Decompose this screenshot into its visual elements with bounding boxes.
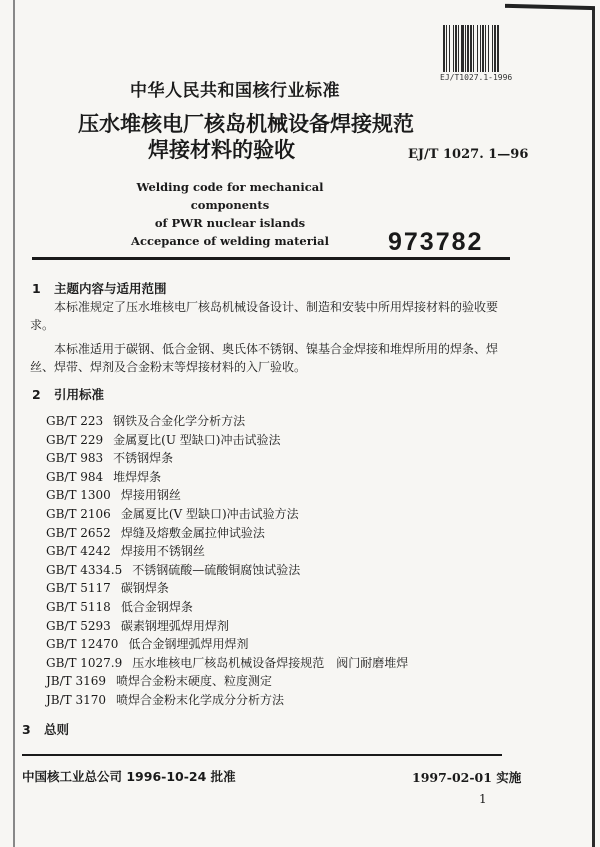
footer-divider: [22, 754, 502, 756]
reference-item: [46, 635, 408, 654]
reference-code: JB/T 3170: [46, 692, 107, 707]
reference-code: GB/T 4334.5: [46, 562, 123, 577]
reference-code: GB/T 1027.9: [46, 655, 123, 670]
reference-title: 低合金钢焊条: [120, 599, 193, 614]
reference-item: [46, 691, 408, 710]
reference-item: [46, 449, 408, 468]
reference-title: 焊接用不锈钢丝: [120, 544, 205, 559]
document-id: 973782: [388, 228, 484, 256]
english-title-line: Accepance of welding material: [131, 234, 329, 248]
reference-item: [46, 654, 408, 673]
implementation-date: 1997-02-01 实施: [412, 770, 522, 785]
reference-item: [46, 524, 408, 543]
section-number: 1: [32, 281, 41, 296]
standard-number: EJ/T 1027. 1—96: [408, 147, 529, 162]
reference-item: [46, 412, 408, 431]
main-title-line2: 焊接材料的验收: [148, 138, 295, 162]
reference-code: GB/T 5293: [46, 618, 111, 633]
reference-code: GB/T 5118: [46, 599, 111, 614]
reference-title: 焊接用钢丝: [120, 488, 181, 503]
reference-item: [46, 617, 408, 636]
reference-code: GB/T 12470: [46, 637, 119, 652]
approval-date: 中国核工业总公司 1996-10-24 批准: [22, 769, 236, 784]
reference-item: [46, 505, 408, 524]
paragraph: 本标准适用于碳钢、低合金钢、奥氏体不锈钢、镍基合金焊接和堆焊所用的焊条、焊丝、焊带、焊剂及合金粉末等焊接材料的入厂验收。: [30, 342, 499, 374]
section-title: 主题内容与适用范围: [54, 281, 167, 296]
page-right-edge: [592, 8, 595, 847]
reference-item: [46, 561, 408, 580]
reference-title: 不锈钢焊条: [113, 451, 174, 466]
page-left-edge: [13, 0, 15, 847]
reference-code: GB/T 4242: [46, 544, 111, 559]
reference-title: 堆焊焊条: [113, 469, 162, 484]
section-title: 引用标准: [54, 387, 105, 402]
reference-code: GB/T 5117: [46, 581, 111, 596]
reference-item: [46, 542, 408, 561]
reference-title: 钢铁及合金化学分析方法: [113, 414, 246, 428]
english-title-line: of PWR nuclear islands: [154, 216, 306, 230]
reference-code: JB/T 3169: [46, 674, 107, 689]
section-heading-1: [32, 279, 167, 297]
reference-item: [46, 486, 408, 505]
section-number: 2: [32, 387, 41, 402]
reference-item: [46, 598, 408, 617]
section-title: 总则: [44, 722, 70, 737]
section-heading-2: [32, 385, 104, 403]
section-number: 3: [22, 722, 31, 737]
reference-code: GB/T 983: [46, 451, 104, 466]
paragraph: 本标准规定了压水堆核电厂核岛机械设备设计、制造和安装中所用焊接材料的验收要求。: [30, 300, 499, 332]
header-divider: [32, 257, 510, 260]
reference-code: GB/T 2652: [46, 525, 111, 540]
section-heading-3: [22, 720, 69, 738]
reference-code: GB/T 2106: [46, 506, 111, 521]
barcode-caption: EJ/T1027.1-1996: [440, 73, 513, 82]
reference-code: GB/T 1300: [46, 488, 111, 503]
reference-title: 碳素钢埋弧焊用焊剂: [120, 618, 229, 633]
page-number: 1: [479, 792, 487, 806]
barcode-icon: [443, 25, 523, 72]
reference-title: 焊缝及熔敷金属拉伸试验法: [120, 525, 265, 540]
reference-title: 低合金钢埋弧焊用焊剂: [128, 637, 249, 652]
reference-title: 压水堆核电厂核岛机械设备焊接规范 阀门耐磨堆焊: [132, 655, 409, 670]
reference-code: GB/T 984: [46, 469, 104, 484]
reference-item: [46, 431, 408, 450]
english-title: [110, 178, 350, 250]
reference-item: [46, 672, 408, 691]
main-title-line1: 压水堆核电厂核岛机械设备焊接规范: [78, 112, 414, 136]
reference-list: [46, 412, 408, 710]
english-title-line: Welding code for mechanical components: [136, 180, 324, 212]
reference-title: 碳钢焊条: [120, 581, 169, 596]
reference-title: 喷焊合金粉末化学成分分析方法: [116, 692, 285, 707]
page-corner-shadow: [505, 4, 595, 10]
reference-item: [46, 468, 408, 487]
reference-code: GB/T 229: [46, 432, 104, 447]
reference-code: GB/T 223: [46, 414, 104, 428]
reference-title: 不锈钢硫酸—硫酸铜腐蚀试验法: [132, 562, 301, 577]
org-title: 中华人民共和国核行业标准: [130, 81, 340, 101]
reference-item: [46, 579, 408, 598]
reference-title: 金属夏比(V 型缺口)冲击试验方法: [120, 506, 299, 521]
reference-title: 金属夏比(U 型缺口)冲击试验法: [113, 432, 281, 447]
reference-title: 喷焊合金粉末硬度、粒度测定: [116, 674, 273, 689]
